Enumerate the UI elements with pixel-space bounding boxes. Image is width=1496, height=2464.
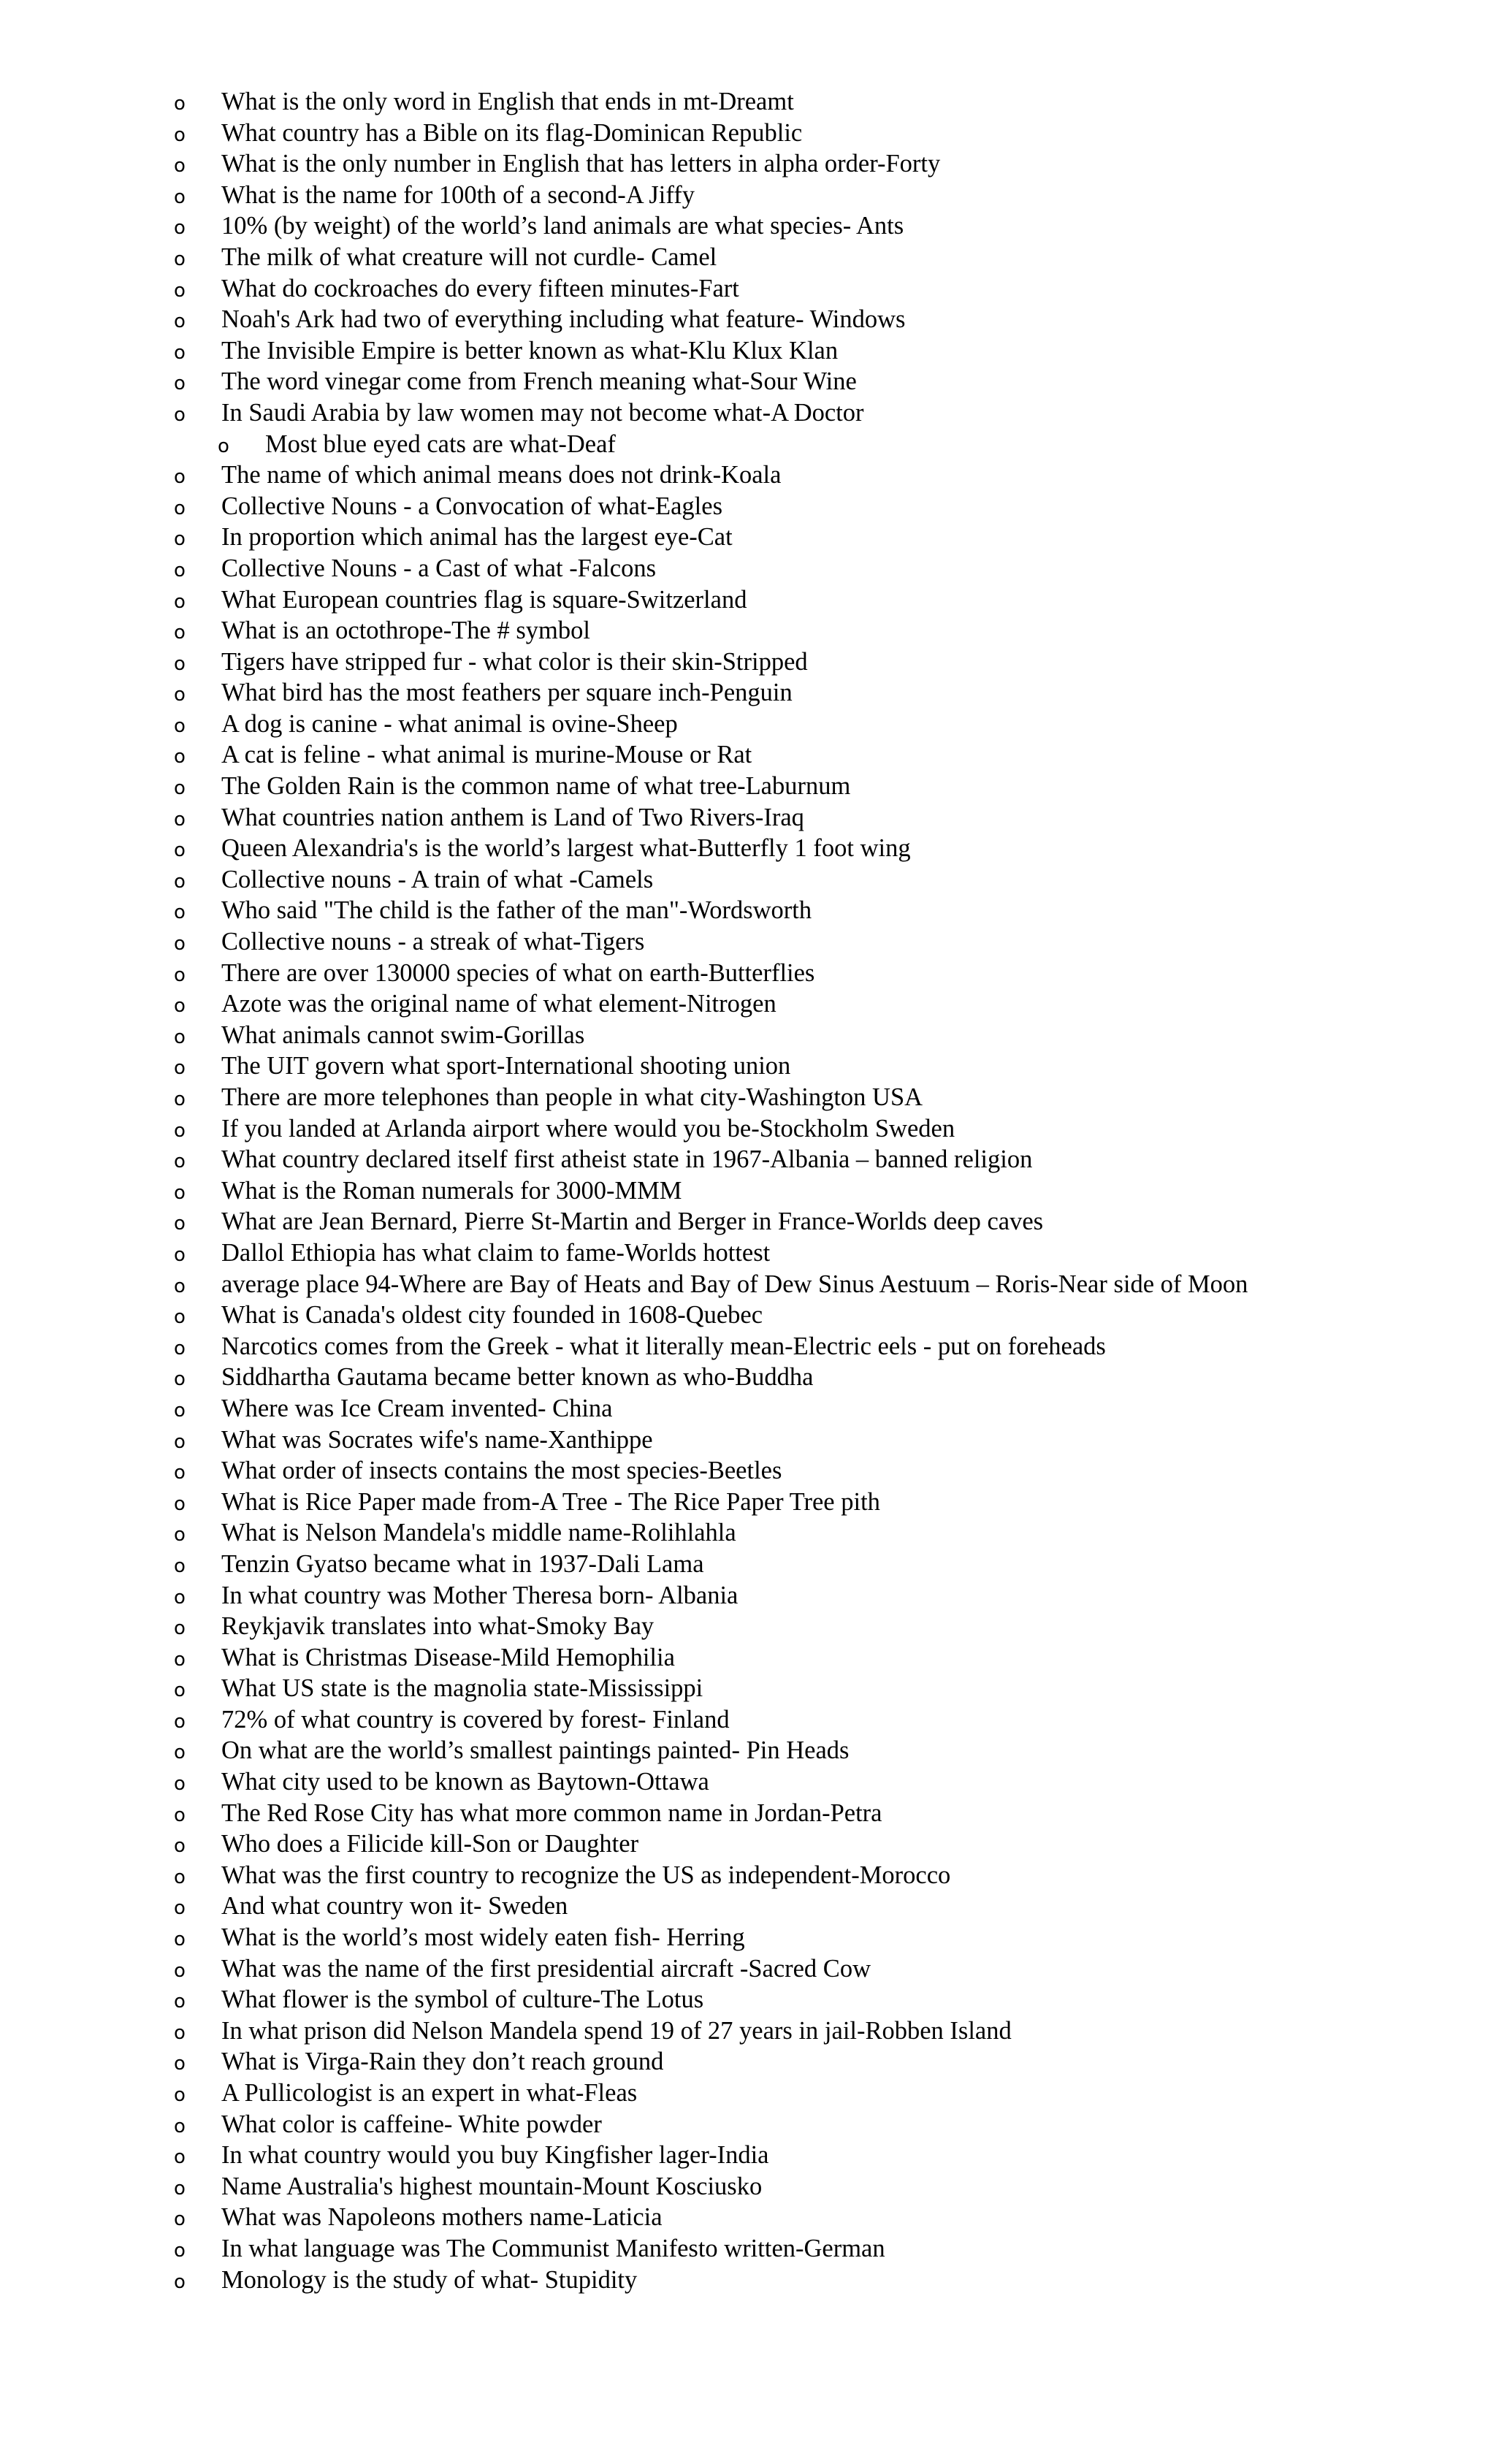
list-item [174, 1237, 1474, 1269]
list-item [174, 2109, 1474, 2140]
list-item-text: The name of which animal means does not drink-Koala [221, 461, 782, 489]
list-item [174, 895, 1474, 926]
list-item [174, 1144, 1474, 1175]
bullet-icon: o [174, 1119, 186, 1142]
list-item [174, 677, 1474, 709]
bullet-icon: o [174, 186, 186, 208]
list-item [174, 2265, 1474, 2296]
list-item-text: What is Nelson Mandela's middle name-Rolihlahla [221, 1519, 736, 1547]
bullet-icon: o [174, 2021, 186, 2044]
list-item-text: Monology is the study of what- Stupidity [221, 2265, 638, 2294]
bullet-icon: o [174, 373, 186, 395]
list-item-text: And what country won it- Sweden [221, 1892, 568, 1921]
bullet-icon: o [174, 870, 186, 893]
list-item-text: The word vinegar come from French meaning what-Sour Wine [221, 367, 857, 396]
list-item-text: In proportion which animal has the largest eye-Cat [221, 523, 733, 552]
list-item-text: The Red Rose City has what more common name in Jordan-Petra [221, 1799, 882, 1827]
list-item-text: There are over 130000 species of what on earth-Butterflies [221, 958, 815, 987]
bullet-icon: o [174, 1742, 186, 1764]
list-item [174, 802, 1474, 834]
bullet-icon: o [174, 1586, 186, 1609]
list-item [174, 1704, 1474, 1736]
bullet-icon: o [174, 933, 186, 956]
list-item-text: What is Rice Paper made from-A Tree - The Rice Paper Tree pith [221, 1487, 880, 1516]
bullet-icon: o [174, 1462, 186, 1484]
list-item-text: If you landed at Arlanda airport where would you be-Stockholm Sweden [221, 1114, 955, 1143]
bullet-icon: o [174, 622, 186, 644]
list-item-text: What is the only number in English that has letters in alpha order-Forty [221, 150, 941, 178]
list-item-text: Tigers have stripped fur - what color is their skin-Stripped [221, 647, 808, 676]
list-item [174, 988, 1474, 1020]
list-item-text: Collective Nouns - a Convocation of what-Eagles [221, 492, 722, 520]
list-item [174, 522, 1474, 553]
list-item [174, 429, 1474, 460]
list-item [174, 2171, 1474, 2202]
list-item [174, 1175, 1474, 1207]
list-item [174, 86, 1474, 118]
list-item-text: In what prison did Nelson Mandela spend 19 of 27 years in jail-Robben Island [221, 2016, 1012, 2045]
bullet-icon: o [174, 123, 186, 146]
bullet-icon: o [218, 435, 229, 457]
list-item-text: On what are the world’s smallest paintings painted- Pin Heads [221, 1736, 850, 1765]
bullet-icon: o [174, 1430, 186, 1453]
list-item-text: What is Canada's oldest city founded in 1608-Quebec [221, 1301, 763, 1330]
list-item-text: Who said "The child is the father of the man"-Wordsworth [221, 896, 812, 925]
bullet-icon: o [174, 2053, 186, 2075]
list-item-text: What is Virga-Rain they don’t reach ground [221, 2048, 664, 2076]
list-item [174, 1300, 1474, 1331]
list-item [174, 1206, 1474, 1237]
list-item [174, 1828, 1474, 1860]
list-item [174, 709, 1474, 740]
list-item-text: Dallol Ethiopia has what claim to fame-Worlds hottest [221, 1238, 771, 1267]
bullet-icon: o [174, 1275, 186, 1297]
bullet-icon: o [174, 1679, 186, 1702]
list-item [174, 926, 1474, 958]
bullet-icon: o [174, 2239, 186, 2262]
bullet-icon: o [174, 1804, 186, 1826]
list-item [174, 366, 1474, 397]
list-item-text: Who does a Filicide kill-Son or Daughter [221, 1830, 639, 1858]
list-item [174, 1766, 1474, 1798]
bullet-icon: o [174, 777, 186, 800]
list-item [174, 118, 1474, 149]
list-item [174, 2233, 1474, 2265]
bullet-icon: o [174, 1524, 186, 1546]
list-item [174, 1549, 1474, 1580]
list-item [174, 491, 1474, 522]
list-item [174, 1922, 1474, 1953]
list-item [174, 615, 1474, 646]
bullet-icon: o [174, 1368, 186, 1391]
list-item-text: What European countries flag is square-Switzerland [221, 585, 747, 614]
list-item [174, 1953, 1474, 1985]
bullet-icon: o [174, 1337, 186, 1359]
list-item [174, 210, 1474, 242]
bullet-icon: o [174, 2270, 186, 2293]
bullet-icon: o [174, 995, 186, 1018]
list-item-text: Queen Alexandria's is the world’s largest what-Butterfly 1 foot wing [221, 834, 911, 863]
bullet-icon: o [174, 1026, 186, 1048]
list-item-text: In what country would you buy Kingfisher lager-India [221, 2141, 769, 2170]
list-item [174, 1642, 1474, 1674]
bullet-icon: o [174, 684, 186, 706]
bullet-icon: o [174, 1213, 186, 1235]
bullet-icon: o [174, 2115, 186, 2137]
list-item [174, 553, 1474, 584]
list-item [174, 771, 1474, 802]
bullet-icon: o [174, 497, 186, 519]
list-item-text: What order of insects contains the most species-Beetles [221, 1457, 782, 1485]
list-item [174, 1424, 1474, 1456]
list-item-text: In Saudi Arabia by law women may not become what-A Doctor [221, 398, 864, 427]
bullet-icon: o [174, 901, 186, 924]
list-item-text: What was Socrates wife's name-Xanthippe [221, 1425, 653, 1454]
list-item-text: What bird has the most feathers per square inch-Penguin [221, 679, 793, 707]
bullet-icon: o [174, 1151, 186, 1173]
list-item-text: What do cockroaches do every fifteen minutes-Fart [221, 274, 739, 302]
list-item [174, 1517, 1474, 1549]
bullet-icon: o [174, 1399, 186, 1422]
list-item [174, 1082, 1474, 1113]
list-item [174, 2046, 1474, 2078]
list-item-text: Azote was the original name of what element-Nitrogen [221, 990, 776, 1018]
list-item-text: Collective nouns - a streak of what-Tigers [221, 928, 645, 956]
bullet-icon: o [174, 1492, 186, 1515]
bullet-icon: o [174, 279, 186, 302]
list-item-text: Reykjavik translates into what-Smoky Bay [221, 1612, 654, 1641]
list-item-text: What is Christmas Disease-Mild Hemophilia [221, 1643, 675, 1671]
list-item-text: What is the Roman numerals for 3000-MMM [221, 1176, 682, 1205]
list-item-text: Most blue eyed cats are what-Deaf [265, 430, 616, 458]
list-item [174, 584, 1474, 616]
list-item-text: What is the world’s most widely eaten fish- Herring [221, 1923, 745, 1952]
list-item [174, 1455, 1474, 1487]
list-item-text: In what country was Mother Theresa born- Albania [221, 1581, 739, 1609]
bullet-icon: o [174, 2084, 186, 2106]
list-item [174, 459, 1474, 491]
list-item-text: Collective Nouns - a Cast of what -Falcons [221, 554, 657, 582]
bullet-icon: o [174, 528, 186, 551]
bullet-icon: o [174, 1835, 186, 1858]
bullet-icon: o [174, 1617, 186, 1640]
bullet-icon: o [174, 466, 186, 489]
list-item-text: What color is caffeine- White powder [221, 2110, 602, 2138]
bullet-icon: o [174, 1929, 186, 1951]
list-item-text: What is the name for 100th of a second-A Jiffy [221, 180, 695, 209]
list-item [174, 1487, 1474, 1518]
list-item-text: What was the name of the first presidential aircraft -Sacred Cow [221, 1954, 871, 1983]
bullet-icon: o [174, 1181, 186, 1204]
bullet-icon: o [174, 403, 186, 426]
bullet-icon: o [174, 1866, 186, 1888]
bullet-icon: o [174, 1555, 186, 1577]
list-item-text: Where was Ice Cream invented- China [221, 1394, 613, 1422]
bullet-icon: o [174, 1088, 186, 1110]
list-item [174, 1984, 1474, 2015]
list-item-text: average place 94-Where are Bay of Heats and Bay of Dew Sinus Aestuum – Roris-Near side of Moon [221, 1270, 1248, 1298]
list-item-text: What was Napoleons mothers name-Laticia [221, 2203, 663, 2232]
list-item-text: 10% (by weight) of the world’s land animals are what species- Ants [221, 212, 904, 240]
list-item [174, 1673, 1474, 1704]
list-item [174, 2140, 1474, 2171]
list-item [174, 739, 1474, 771]
list-item [174, 148, 1474, 180]
bullet-icon: o [174, 1959, 186, 1982]
bullet-icon: o [174, 1057, 186, 1080]
list-item-text: Name Australia's highest mountain-Mount Kosciusko [221, 2172, 763, 2200]
list-item [174, 1891, 1474, 1922]
bullet-icon: o [174, 964, 186, 986]
bullet-icon: o [174, 310, 186, 333]
list-item-text: 72% of what country is covered by forest- Finland [221, 1705, 730, 1733]
list-item-text: What city used to be known as Baytown-Ottawa [221, 1768, 709, 1796]
list-item [174, 2015, 1474, 2047]
bullet-icon: o [174, 341, 186, 364]
list-item [174, 1269, 1474, 1300]
list-item-text: What country declared itself first atheist state in 1967-Albania – banned religion [221, 1145, 1033, 1174]
bullet-icon: o [174, 1306, 186, 1329]
bullet-icon: o [174, 217, 186, 240]
list-item [174, 1735, 1474, 1766]
list-item [174, 2078, 1474, 2109]
list-item-text: The Golden Rain is the common name of what tree-Laburnum [221, 772, 851, 801]
list-item-text: What are Jean Bernard, Pierre St-Martin and Berger in France-Worlds deep caves [221, 1208, 1044, 1236]
list-item-text: The Invisible Empire is better known as what-Klu Klux Klan [221, 336, 839, 365]
list-item [174, 1798, 1474, 1829]
bullet-icon: o [174, 808, 186, 831]
list-item [174, 397, 1474, 429]
list-item [174, 335, 1474, 367]
bullet-icon: o [174, 1991, 186, 2013]
list-item-text: What is an octothrope-The # symbol [221, 617, 590, 645]
list-item [174, 180, 1474, 211]
list-item-text: What is the only word in English that ends in mt-Dreamt [221, 88, 794, 115]
bullet-icon: o [174, 714, 186, 737]
list-item-text: Collective nouns - A train of what -Camels [221, 865, 654, 893]
bullet-icon: o [174, 2146, 186, 2169]
list-item-text: There are more telephones than people in what city-Washington USA [221, 1083, 923, 1111]
list-item [174, 646, 1474, 678]
bullet-icon: o [174, 1710, 186, 1733]
list-item [174, 833, 1474, 864]
list-item-text: Siddhartha Gautama became better known as who-Buddha [221, 1363, 814, 1392]
list-item [174, 1611, 1474, 1642]
trivia-list [174, 86, 1474, 2295]
list-item [174, 1362, 1474, 1393]
list-item-text: What US state is the magnolia state-Mississippi [221, 1674, 703, 1703]
bullet-icon: o [174, 93, 186, 115]
list-item [174, 273, 1474, 305]
list-item-text: A cat is feline - what animal is murine-Mouse or Rat [221, 741, 752, 769]
bullet-icon: o [174, 1897, 186, 1920]
list-item-text: The milk of what creature will not curdle- Camel [221, 243, 717, 271]
list-item-text: Tenzin Gyatso became what in 1937-Dali Lama [221, 1549, 704, 1578]
list-item [174, 304, 1474, 335]
bullet-icon: o [174, 746, 186, 768]
bullet-icon: o [174, 1648, 186, 1671]
bullet-icon: o [174, 590, 186, 613]
list-item [174, 1860, 1474, 1891]
bullet-icon: o [174, 1243, 186, 1266]
bullet-icon: o [174, 839, 186, 862]
list-item-text: A dog is canine - what animal is ovine-Sheep [221, 709, 678, 738]
list-item [174, 1580, 1474, 1611]
bullet-icon: o [174, 1773, 186, 1796]
list-item-text: In what language was The Communist Manifesto written-German [221, 2234, 885, 2262]
bullet-icon: o [174, 155, 186, 178]
list-item-text: Narcotics comes from the Greek - what it literally mean-Electric eels - put on foreheads [221, 1332, 1106, 1360]
list-item [174, 958, 1474, 989]
list-item [174, 242, 1474, 273]
list-item-text: What animals cannot swim-Gorillas [221, 1021, 585, 1049]
list-item [174, 864, 1474, 896]
bullet-icon: o [174, 248, 186, 270]
list-item-text: A Pullicologist is an expert in what-Fleas [221, 2079, 638, 2107]
list-item-text: What was the first country to recognize the US as independent-Morocco [221, 1861, 951, 1889]
list-item [174, 2202, 1474, 2233]
list-item [174, 1050, 1474, 1082]
list-item [174, 1393, 1474, 1424]
bullet-icon: o [174, 2208, 186, 2231]
list-item-text: What countries nation anthem is Land of Two Rivers-Iraq [221, 803, 804, 831]
bullet-icon: o [174, 652, 186, 675]
list-item-text: What country has a Bible on its flag-Dominican Republic [221, 118, 803, 147]
list-item [174, 1113, 1474, 1145]
list-item-text: What flower is the symbol of culture-The Lotus [221, 1986, 704, 2014]
list-item-text: The UIT govern what sport-International shooting union [221, 1052, 791, 1080]
list-item [174, 1020, 1474, 1051]
list-item [174, 1331, 1474, 1362]
bullet-icon: o [174, 2177, 186, 2200]
bullet-icon: o [174, 559, 186, 581]
list-item-text: Noah's Ark had two of everything including what feature- Windows [221, 305, 906, 334]
